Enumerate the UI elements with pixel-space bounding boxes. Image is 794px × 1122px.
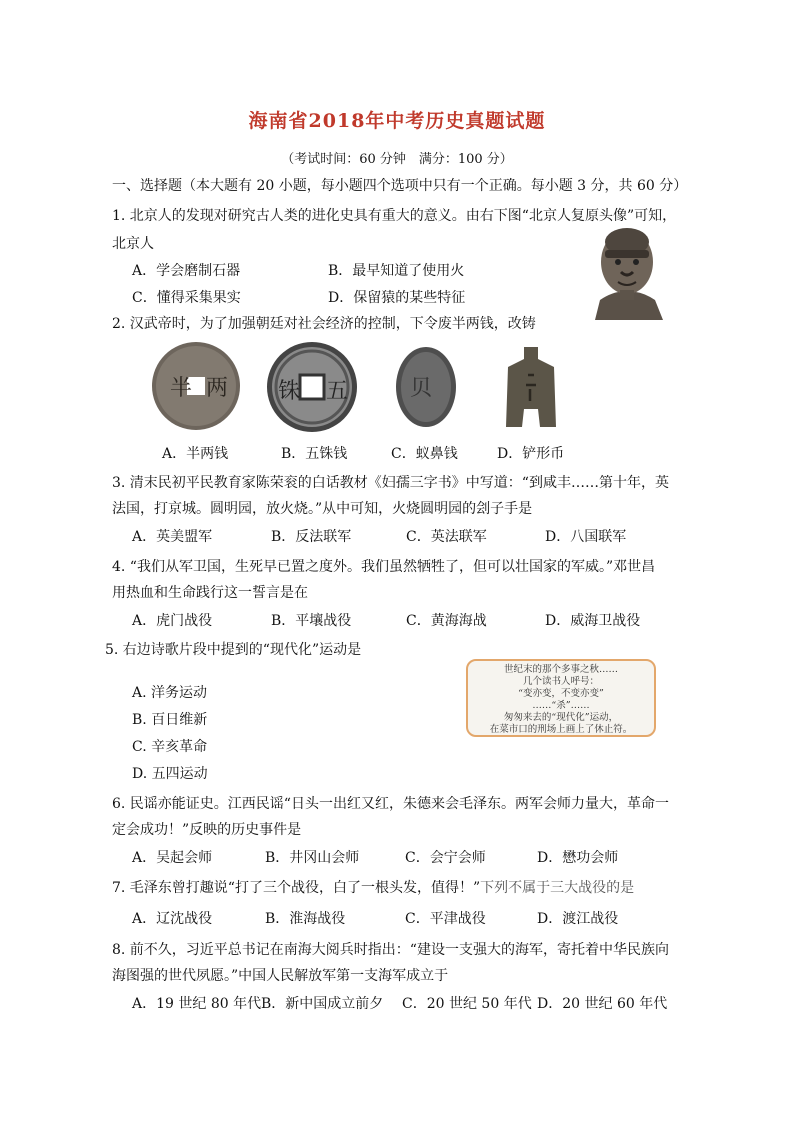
svg-text:半: 半 [170,376,193,401]
spade-coin-image [500,345,562,430]
q7-option-b: B．淮海战役 [265,911,346,927]
q3-stem-line1: 3. 清末民初平民教育家陈荣衮的白话教材《妇孺三字书》中写道：“到咸丰……第十年，英 [112,475,669,491]
q7-option-d: D．渡江战役 [537,911,619,927]
q1-option-b: B．最早知道了使用火 [328,263,465,279]
q6-stem-line1: 6. 民谣亦能证史。江西民谣“日头一出红又红，朱德来会毛泽东。两军会师力量大，革命一 [112,796,669,812]
q7-stem-question: 下列不属于三大战役的是 [480,880,635,896]
q5-option-d: D. 五四运动 [132,766,208,782]
q3-option-d: D．八国联军 [545,529,627,545]
q1-stem-line1: 1. 北京人的发现对研究古人类的进化史具有重大的意义。由右下图“北京人复原头像”可知， [112,208,677,224]
q2-option-d: D．铲形币 [497,446,565,462]
q7-stem-line1 [112,877,634,897]
q4-option-b: B．平壤战役 [271,613,352,629]
wuzhu-coin-image [262,340,362,435]
q3-option-c: C．英法联军 [406,529,487,545]
q4-stem-line2: 用热血和生命践行这一誓言是在 [112,585,308,601]
banliang-coin-image [150,340,242,432]
q8-option-b: B．新中国成立前夕 [261,996,384,1012]
q1-option-a: A．学会磨制石器 [132,263,241,279]
peking-man-bust-image [585,220,670,325]
q1-option-d: D．保留猿的某些特征 [328,290,466,306]
poem-line: 在菜市口的刑场上画上了休止符。 [489,724,633,735]
q4-option-c: C．黄海海战 [406,613,487,629]
exam-time-score: （考试时间：60 分钟 满分：100 分） [281,152,513,167]
q3-option-a: A．英美盟军 [132,529,213,545]
exam-title: 海南省2018年中考历史真题试题 [248,110,546,132]
q5-stem-line1: 5. 右边诗歌片段中提到的“现代化”运动是 [105,642,362,658]
q2-option-a: A．半两钱 [162,446,229,462]
poem-line: ……“杀”…… [532,700,590,711]
q2-option-b: B．五铢钱 [281,446,348,462]
q3-stem-line2: 法国，打京城。圆明园，放火烧。”从中可知，火烧圆明园的刽子手是 [112,501,533,517]
q8-stem-line2: 海图强的世代夙愿。”中国人民解放军第一支海军成立于 [112,968,449,984]
q3-option-b: B．反法联军 [271,529,352,545]
q1-option-c: C．懂得采集果实 [132,290,241,306]
svg-text:贝: 贝 [410,376,433,401]
svg-text:两: 两 [206,376,229,401]
poem-excerpt-box [466,659,656,737]
q8-option-c: C．20 世纪 50 年代 [402,996,532,1012]
q7-option-a: A．辽沈战役 [132,911,213,927]
q8-option-d: D．20 世纪 60 年代 [537,996,668,1012]
poem-line: 几个读书人呼号： [522,676,599,687]
poem-line: 世纪末的那个多事之秋…… [503,664,618,675]
q2-stem-line1: 2. 汉武帝时，为了加强朝廷对社会经济的控制，下令废半两钱，改铸 [112,316,536,332]
yibi-coin-image [392,345,460,430]
section-heading: 一、选择题（本大题有 20 小题，每小题四个选项中只有一个正确。每小题 3 分，共 60 分） [112,178,688,194]
q6-option-b: B．井冈山会师 [265,850,360,866]
q5-option-a: A. 洋务运动 [132,685,208,701]
q6-option-c: C．会宁会师 [405,850,486,866]
q8-stem-line1: 8. 前不久，习近平总书记在南海大阅兵时指出：“建设一支强大的海军，寄托着中华民族向 [112,942,669,958]
q6-option-a: A．吴起会师 [132,850,213,866]
svg-text:铢: 铢 [278,379,301,404]
q6-stem-line2: 定会成功！”反映的历史事件是 [112,822,302,838]
q5-option-c: C. 辛亥革命 [132,739,208,755]
q6-option-d: D．懋功会师 [537,850,619,866]
svg-text:五: 五 [326,379,349,404]
q2-option-c: C．蚁鼻钱 [391,446,458,462]
q7-option-c: C．平津战役 [405,911,486,927]
q4-option-d: D．威海卫战役 [545,613,641,629]
q1-stem-line2: 北京人 [112,236,154,252]
q5-option-b: B. 百日维新 [132,712,208,728]
q7-stem-quote: 7. 毛泽东曾打趣说“打了三个战役，白了一根头发，值得！” [112,880,481,896]
q4-option-a: A．虎门战役 [132,613,213,629]
poem-line: “变亦变，不变亦变” [518,688,604,699]
q8-option-a: A．19 世纪 80 年代 [132,996,262,1012]
q4-stem-line1: 4. “我们从军卫国，生死早已置之度外。我们虽然牺牲了，但可以壮国家的军威。”邓世昌 [112,559,656,575]
poem-line: 匆匆来去的“现代化”运动， [503,712,619,723]
